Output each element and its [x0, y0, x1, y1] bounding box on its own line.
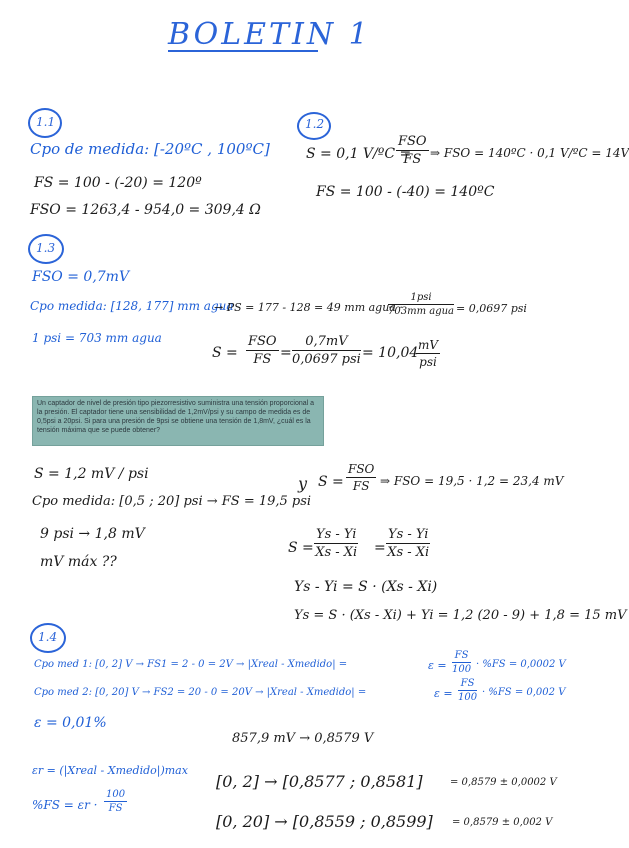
s1-4-voltage: 857,9 mV → 0,8579 V [232, 731, 374, 746]
s1-3b-frac-b [386, 527, 430, 560]
s1-3b-fraction [346, 462, 376, 493]
s1-3b-frac-a [314, 527, 358, 560]
s1-3-fso: FSO = 0,7mV [32, 269, 130, 285]
s1-4-eps-1: ε = [428, 659, 447, 672]
s1-3-fs: → PS = 177 - 128 = 49 mm agua · [214, 301, 403, 314]
s1-1-fso: FSO = 1263,4 - 954,0 = 309,4 Ω [30, 202, 261, 218]
s1-3b-sensitivity: S = 1,2 mV / psi [34, 466, 149, 482]
s1-4-frac-2-num: FS [458, 678, 477, 691]
s1-3-frac-1-den: FS [253, 352, 272, 367]
page-title: BOLETIN 1 [168, 17, 371, 52]
s1-2-frac-num: FSO [398, 134, 427, 149]
s1-3-result: = 10,04 [362, 345, 419, 361]
s1-3-conv-fraction [388, 292, 454, 317]
s1-4-eps-2: ε = [434, 687, 453, 700]
section-1-1-label: 1.1 [36, 115, 56, 129]
section-1-3-label: 1.3 [36, 241, 56, 255]
s1-4-frac-2 [458, 678, 477, 703]
s1-3-frac-1-num: FSO [248, 334, 277, 349]
problem-statement-box: Un captador de nivel de presión tipo piezorresistivo suministra una tensión proporcional a la presión. El captador tiene una sensibilidad de 1,2mV/psi y su campo de medida es de 0,5psi a 20psi. Si para una presión de 9psi se obtiene una tensión de 1,8mV, ¿cuál es la tensión máxima que se puede obtener? [32, 396, 324, 446]
s1-3-measure-range: Cpo medida: [128, 177] mm agua [30, 299, 234, 313]
s1-4-epsilon: ε = 0,01% [34, 715, 107, 731]
s1-3-result-unit-num: mV [418, 338, 439, 352]
section-1-4-label: 1.4 [38, 630, 58, 644]
s1-3-frac-2-den: 0,0697 psi [292, 352, 361, 367]
s1-4-pfs-den: FS [108, 803, 123, 814]
s1-3-frac-2-num: 0,7mV [292, 334, 361, 351]
s1-3-eq-sign: = [280, 345, 292, 361]
s1-4-percent-fs: %FS = εr · [32, 798, 98, 812]
s1-3-frac-1 [246, 334, 279, 367]
s1-3-result-unit-den: psi [419, 355, 437, 369]
s1-3b-frac-a-num: Ys - Yi [316, 527, 357, 542]
s1-3b-frac-den: FS [352, 479, 370, 493]
s1-3b-frac-b-den: Xs - Xi [387, 545, 430, 560]
s1-4-frac-1 [452, 650, 471, 675]
s1-2-fraction [396, 134, 429, 167]
s1-4-frac-1-num: FS [452, 650, 471, 663]
s1-3b-measure-range: Cpo medida: [0,5 ; 20] psi → FS = 19,5 psi [32, 494, 312, 509]
s1-4-frac-1-den: 100 [452, 664, 472, 675]
s1-4-result-1: · %FS = 0,0002 V [476, 659, 566, 670]
s1-2-frac-den: FS [403, 152, 422, 167]
s1-3b-y: y [298, 474, 308, 493]
s1-2-fs: FS = 100 - (-40) = 140ºC [316, 184, 495, 200]
s1-3b-fso-result: ⇒ FSO = 19,5 · 1,2 = 23,4 mV [380, 474, 564, 488]
s1-3b-frac-num: FSO [348, 462, 375, 476]
s1-3b-frac-b-num: Ys - Yi [388, 527, 429, 542]
s1-4-pfs-fraction [104, 789, 127, 814]
s1-3b-point: 9 psi → 1,8 mV [40, 526, 145, 542]
s1-3b-line4: Ys = S · (Xs - Xi) + Yi = 1,2 (20 - 9) + 1,8 = 15 mV [294, 608, 627, 623]
s1-4-interval-2: [0, 20] → [0,8559 ; 0,8599] [216, 812, 433, 831]
s1-3b-frac-a-den: Xs - Xi [315, 545, 358, 560]
s1-3b-eq: = [374, 540, 386, 556]
s1-2-s-right: ⇒ FSO = 140ºC · 0,1 V/ºC = 14V [430, 146, 629, 160]
s1-3-conv-den: 703mm agua [388, 306, 454, 317]
s1-4-frac-2-den: 100 [458, 692, 478, 703]
s1-4-range-2: Cpo med 2: [0, 20] V → FS2 = 20 - 0 = 20V → |Xreal - Xmedido| = [34, 687, 367, 698]
s1-4-interval-1-result: = 0,8579 ± 0,0002 V [450, 777, 557, 788]
s1-3-psi-conversion: 1 psi = 703 mm agua [32, 331, 162, 345]
s1-3-conv-num: 1psi [388, 292, 454, 305]
s1-3b-s2: S = [288, 540, 314, 556]
s1-3-conv-result: = 0,0697 psi [456, 302, 527, 315]
s1-3b-s-eq: S = [318, 474, 344, 490]
s1-4-pfs-num: 100 [106, 789, 126, 800]
s1-4-interval-2-result: = 0,8579 ± 0,002 V [452, 817, 553, 828]
s1-3b-line3: Ys - Yi = S · (Xs - Xi) [294, 579, 438, 595]
s1-1-fs: FS = 100 - (-20) = 120º [34, 175, 202, 191]
s1-3b-question: mV máx ?? [40, 554, 117, 570]
s1-3-s-eq: S = [212, 345, 238, 361]
s1-2-s-left: S = 0,1 V/ºC = [306, 146, 412, 162]
s1-4-relative-error: εr = (|Xreal - Xmedido|)max [32, 764, 188, 777]
s1-4-range-1: Cpo med 1: [0, 2] V → FS1 = 2 - 0 = 2V → |Xreal - Xmedido| = [34, 659, 348, 670]
s1-1-measure-range: Cpo de medida: [-20ºC , 100ºC] [30, 140, 270, 158]
section-1-2-label: 1.2 [305, 117, 325, 131]
s1-3-result-unit [416, 338, 440, 369]
s1-4-result-2: · %FS = 0,002 V [482, 687, 566, 698]
s1-4-interval-1: [0, 2] → [0,8577 ; 0,8581] [216, 772, 423, 791]
s1-3-frac-2 [292, 334, 361, 367]
